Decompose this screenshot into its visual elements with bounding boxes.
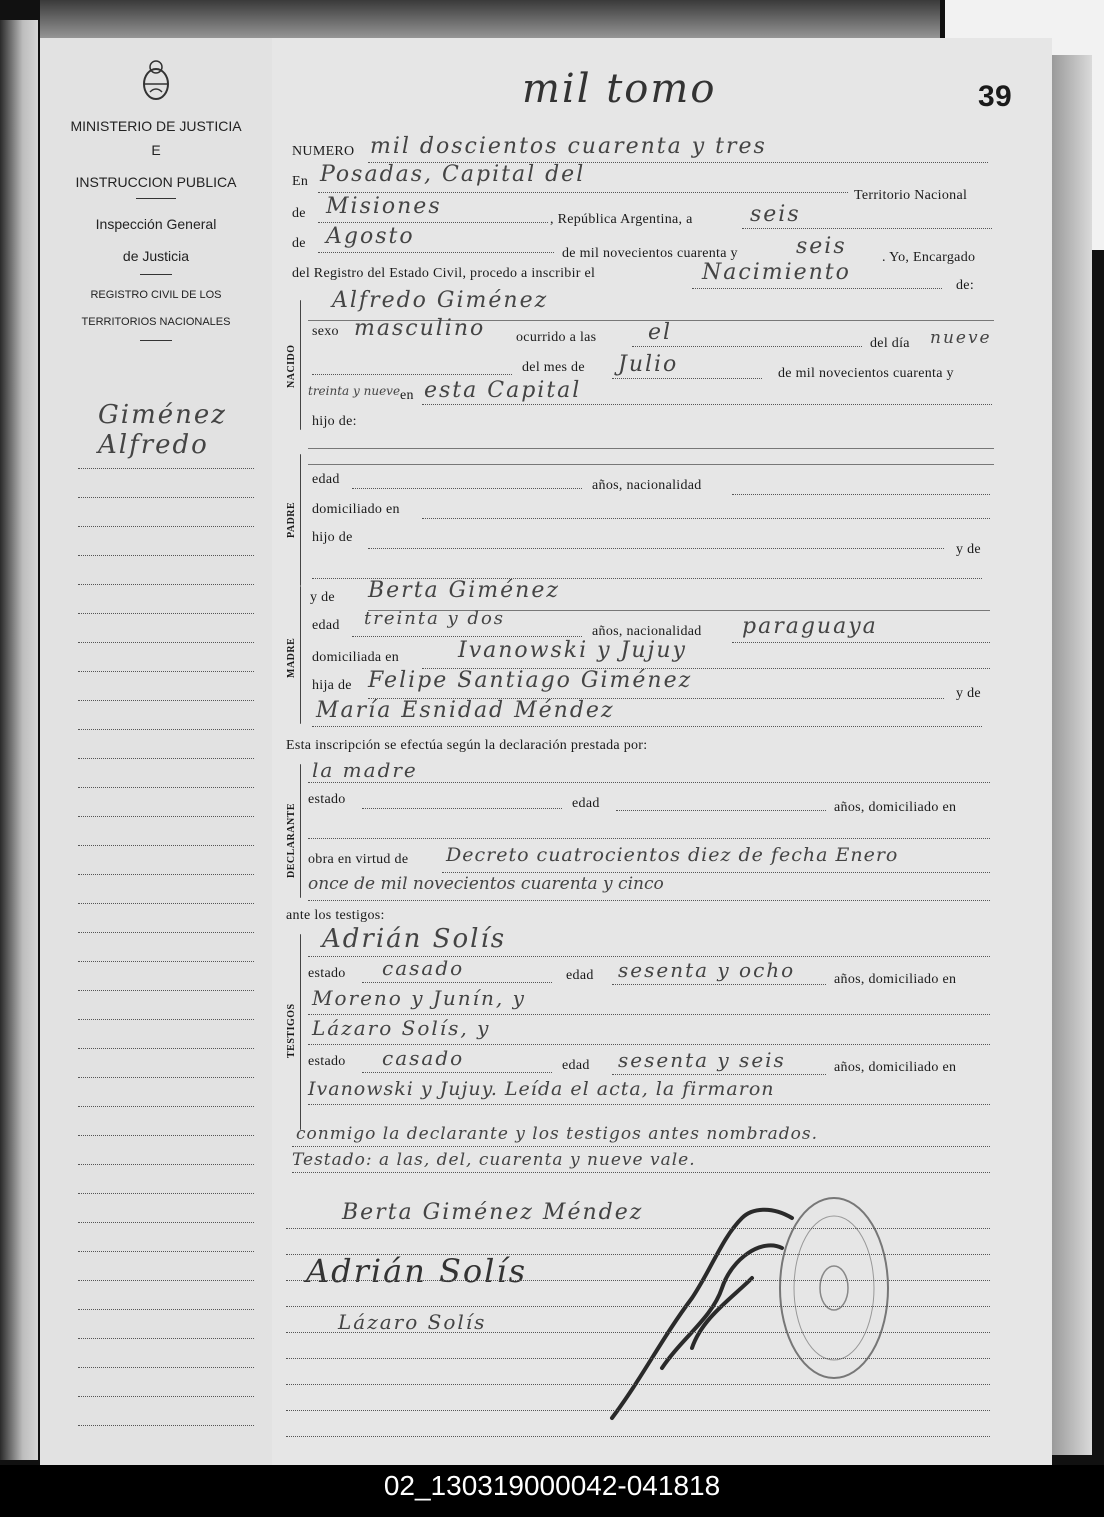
hour-line xyxy=(632,346,862,347)
declarant-address-line xyxy=(308,838,990,839)
declarant-value: la madre xyxy=(312,758,418,782)
year-label: de mil novecientos cuarenta y xyxy=(562,246,738,261)
mother-mother-value: María Esnidad Méndez xyxy=(316,698,615,723)
yo-label: . Yo, Encargado xyxy=(882,250,976,265)
top-annotation: mil tomo xyxy=(522,66,717,112)
witness1-estado-label: estado xyxy=(308,966,346,981)
testigos-brace xyxy=(300,934,301,1130)
birth-month-value: Julio xyxy=(618,352,679,377)
hijo-label: hijo de: xyxy=(312,414,357,429)
margin-rule xyxy=(78,555,254,556)
padre-side-label: PADRE xyxy=(286,501,297,538)
signature-rule xyxy=(286,1410,990,1411)
nacido-brace xyxy=(300,300,301,430)
left-margin-column xyxy=(40,38,274,1468)
signature-witness-1: Adrián Solís xyxy=(306,1252,528,1290)
madre-side-label: MADRE xyxy=(286,637,297,678)
mother-y-de-label: y de xyxy=(310,590,335,605)
nacido-side-label: NACIDO xyxy=(286,344,297,388)
margin-rule xyxy=(78,932,254,933)
coat-of-arms-icon xyxy=(140,58,172,102)
inspection-line-2: de Justicia xyxy=(122,248,190,264)
witness1-age-line xyxy=(612,984,826,985)
birth-place-line xyxy=(422,404,992,405)
decree-line xyxy=(442,872,990,873)
madre-brace xyxy=(300,586,301,724)
numero-label: NUMERO xyxy=(292,144,355,159)
de-colon-label: de: xyxy=(956,278,975,293)
witness2-estado-value: casado xyxy=(382,1046,465,1070)
ocurrido-label: ocurrido a las xyxy=(516,330,597,345)
declarante-side-label: DECLARANTE xyxy=(286,802,297,878)
testigos-side-label: TESTIGOS xyxy=(286,1003,297,1058)
del-dia-label: del día xyxy=(870,336,910,351)
father-nationality-label: años, nacionalidad xyxy=(592,478,702,493)
mother-hija-de-label: hija de xyxy=(312,678,352,693)
mother-address-value: Ivanowski y Jujuy xyxy=(458,638,687,663)
margin-rule xyxy=(78,1048,254,1049)
declarant-edad-label: edad xyxy=(572,796,600,811)
birth-place-value: esta Capital xyxy=(424,378,582,403)
registry-line-1: REGISTRO CIVIL DE LOS xyxy=(90,289,222,301)
signature-rule xyxy=(286,1228,990,1229)
margin-rule xyxy=(78,787,254,788)
father-hijo-de-label: hijo de xyxy=(312,530,353,545)
decree-cont-line xyxy=(308,900,990,901)
margin-rule xyxy=(78,1077,254,1078)
margin-rule xyxy=(78,1222,254,1223)
en-label-2: en xyxy=(400,388,414,403)
inspection-line-1: Inspección General xyxy=(95,216,217,232)
declarant-domicilio-label: años, domiciliado en xyxy=(834,800,957,815)
registry-line-2: TERRITORIOS NACIONALES xyxy=(81,316,231,328)
margin-rule xyxy=(78,816,254,817)
declarante-brace xyxy=(300,764,301,898)
witness2-estado-line xyxy=(362,1072,552,1073)
mother-nationality-line xyxy=(732,642,990,643)
birth-year-value: treinta y nueve xyxy=(308,384,401,398)
margin-rule xyxy=(78,613,254,614)
territorio-label: Territorio Nacional xyxy=(854,188,968,203)
closing-line-rule-2 xyxy=(292,1172,990,1173)
republica-label: , República Argentina, a xyxy=(550,212,693,227)
birth-year-label: de mil novecientos cuarenta y xyxy=(778,366,954,381)
sexo-label: sexo xyxy=(312,324,339,339)
father-domicilio-label: domiciliado en xyxy=(312,502,400,517)
margin-rule xyxy=(78,1367,254,1368)
page-stack-edge xyxy=(1052,55,1092,1455)
register-page xyxy=(272,38,1052,1468)
father-edad-label: edad xyxy=(312,472,340,487)
closing-line-1: conmigo la declarante y los testigos antes nombrados. xyxy=(296,1124,819,1144)
year-value: seis xyxy=(796,234,847,259)
signature-mother: Berta Giménez Méndez xyxy=(342,1200,644,1225)
margin-rule xyxy=(78,1425,254,1426)
margin-rule xyxy=(78,671,254,672)
margin-rule xyxy=(78,1396,254,1397)
mother-age-value: treinta y dos xyxy=(364,608,506,629)
mother-nationality-value: paraguaya xyxy=(742,614,878,639)
signature-rule xyxy=(286,1280,990,1281)
divider xyxy=(136,198,176,199)
day-line xyxy=(742,228,992,229)
witness1-estado-line xyxy=(362,982,552,983)
de-label-2: de xyxy=(292,236,306,251)
declarant-line xyxy=(308,782,990,783)
signature-rule xyxy=(286,1332,990,1333)
witness1-edad-label: edad xyxy=(566,968,594,983)
witness2-age-line xyxy=(612,1074,826,1075)
signature-rule xyxy=(286,1358,990,1359)
mother-y-de-label: y de xyxy=(956,686,981,701)
mother-name-value: Berta Giménez xyxy=(368,578,560,603)
inscription-label: Esta inscripción se efectúa según la declaración prestada por: xyxy=(286,738,648,753)
father-y-de-label: y de xyxy=(956,542,981,557)
margin-rule xyxy=(78,903,254,904)
witness2-age-value: sesenta y seis xyxy=(618,1048,786,1072)
witness2-address-line xyxy=(308,1104,990,1105)
territory-value: Misiones xyxy=(326,194,442,219)
month-line xyxy=(318,252,554,253)
ministry-line-1: MINISTERIO DE JUSTICIA xyxy=(70,118,242,134)
decree-line-2: once de mil novecientos cuarenta y cinco xyxy=(308,874,664,894)
margin-rule xyxy=(78,468,254,469)
margin-rule xyxy=(78,758,254,759)
witness2-edad-label: edad xyxy=(562,1058,590,1073)
closing-line-2: Testado: a las, del, cuarenta y nueve vale. xyxy=(292,1150,696,1170)
margin-rule xyxy=(78,1338,254,1339)
sexo-value: masculino xyxy=(354,316,486,341)
father-nationality-line xyxy=(732,494,990,495)
hour-value: el xyxy=(648,320,673,345)
closing-line-rule-1 xyxy=(292,1146,990,1147)
territory-line xyxy=(318,222,548,223)
signature-rule xyxy=(286,1306,990,1307)
declarant-estado-label: estado xyxy=(308,792,346,807)
margin-rule xyxy=(78,1280,254,1281)
rule xyxy=(308,448,994,449)
witness1-name-value: Adrián Solís xyxy=(322,924,507,954)
margin-note-surname: Giménez xyxy=(98,400,227,430)
registro-label: del Registro del Estado Civil, procedo a inscribir el xyxy=(292,266,596,281)
en-label: En xyxy=(292,174,309,189)
witness2-estado-label: estado xyxy=(308,1054,346,1069)
margin-rule xyxy=(78,845,254,846)
margin-rule xyxy=(78,642,254,643)
mother-age-line xyxy=(352,636,582,637)
margin-rule xyxy=(78,584,254,585)
witness1-address-line xyxy=(308,1014,990,1015)
divider xyxy=(140,340,172,341)
child-name-value: Alfredo Giménez xyxy=(332,288,549,313)
padre-brace xyxy=(300,454,301,586)
witness2-domicilio-label: años, domiciliado en xyxy=(834,1060,957,1075)
father-parents-line xyxy=(368,548,944,549)
act-type-line xyxy=(692,288,942,289)
mother-domicilio-label: domiciliada en xyxy=(312,650,400,665)
margin-rule xyxy=(78,1164,254,1165)
witness1-address-value: Moreno y Junín, y xyxy=(312,986,526,1010)
signature-witness-2: Lázaro Solís xyxy=(338,1310,487,1334)
margin-rule xyxy=(78,1309,254,1310)
declarant-age-line xyxy=(616,810,826,811)
obra-label: obra en virtud de xyxy=(308,852,409,867)
witness2-name-line xyxy=(308,1044,990,1045)
witness1-domicilio-label: años, domiciliado en xyxy=(834,972,957,987)
decree-line-1: Decreto cuatrocientos diez de fecha Enero xyxy=(446,844,899,866)
signature-rule xyxy=(286,1254,990,1255)
margin-note-name: Alfredo xyxy=(98,430,209,460)
ante-label: ante los testigos: xyxy=(286,908,385,923)
day-value: seis xyxy=(750,202,801,227)
de-label: de xyxy=(292,206,306,221)
mother-parents-cont-line xyxy=(312,726,982,727)
del-mes-label: del mes de xyxy=(522,360,585,375)
scan-top-strip xyxy=(40,0,940,40)
witness1-estado-value: casado xyxy=(382,956,465,980)
margin-rule xyxy=(78,700,254,701)
city-value: Posadas, Capital del xyxy=(320,162,586,187)
mother-nationality-label: años, nacionalidad xyxy=(592,624,702,639)
margin-rule xyxy=(78,1135,254,1136)
birth-day-value: nueve xyxy=(930,328,992,348)
hour-cont-line xyxy=(312,374,512,375)
ministry-line-2: E xyxy=(151,142,161,158)
mother-edad-label: edad xyxy=(312,618,340,633)
margin-rule xyxy=(78,990,254,991)
act-type-value: Nacimiento xyxy=(702,260,851,285)
registrar-signature-icon xyxy=(602,1198,802,1428)
scan-identifier: 02_130319000042-041818 xyxy=(383,1470,721,1501)
margin-rule xyxy=(78,729,254,730)
margin-rule xyxy=(78,526,254,527)
father-age-line xyxy=(352,488,582,489)
witness2-name-value: Lázaro Solís, y xyxy=(312,1016,491,1040)
margin-rule xyxy=(78,1193,254,1194)
margin-rule xyxy=(78,874,254,875)
mother-father-value: Felipe Santiago Giménez xyxy=(368,668,693,693)
page-number: 39 xyxy=(978,80,1012,113)
margin-rule xyxy=(78,1251,254,1252)
margin-rule xyxy=(78,497,254,498)
margin-rule xyxy=(78,1019,254,1020)
previous-page-edge xyxy=(0,20,38,1460)
margin-rule xyxy=(78,961,254,962)
witness1-age-value: sesenta y ocho xyxy=(618,958,796,982)
rule xyxy=(308,464,994,465)
margin-rule xyxy=(78,1106,254,1107)
city-line xyxy=(318,192,848,193)
numero-value: mil doscientos cuarenta y tres xyxy=(370,134,767,159)
birth-month-line xyxy=(612,378,762,379)
signature-rule xyxy=(286,1436,990,1437)
signature-rule xyxy=(286,1384,990,1385)
father-address-line xyxy=(422,518,990,519)
divider xyxy=(140,274,172,275)
witness2-address-value: Ivanowski y Jujuy. Leída el acta, la firmaron xyxy=(308,1078,775,1100)
ministry-line-3: INSTRUCCION PUBLICA xyxy=(75,174,237,190)
declarant-estado-line xyxy=(362,808,562,809)
month-value: Agosto xyxy=(326,224,415,249)
